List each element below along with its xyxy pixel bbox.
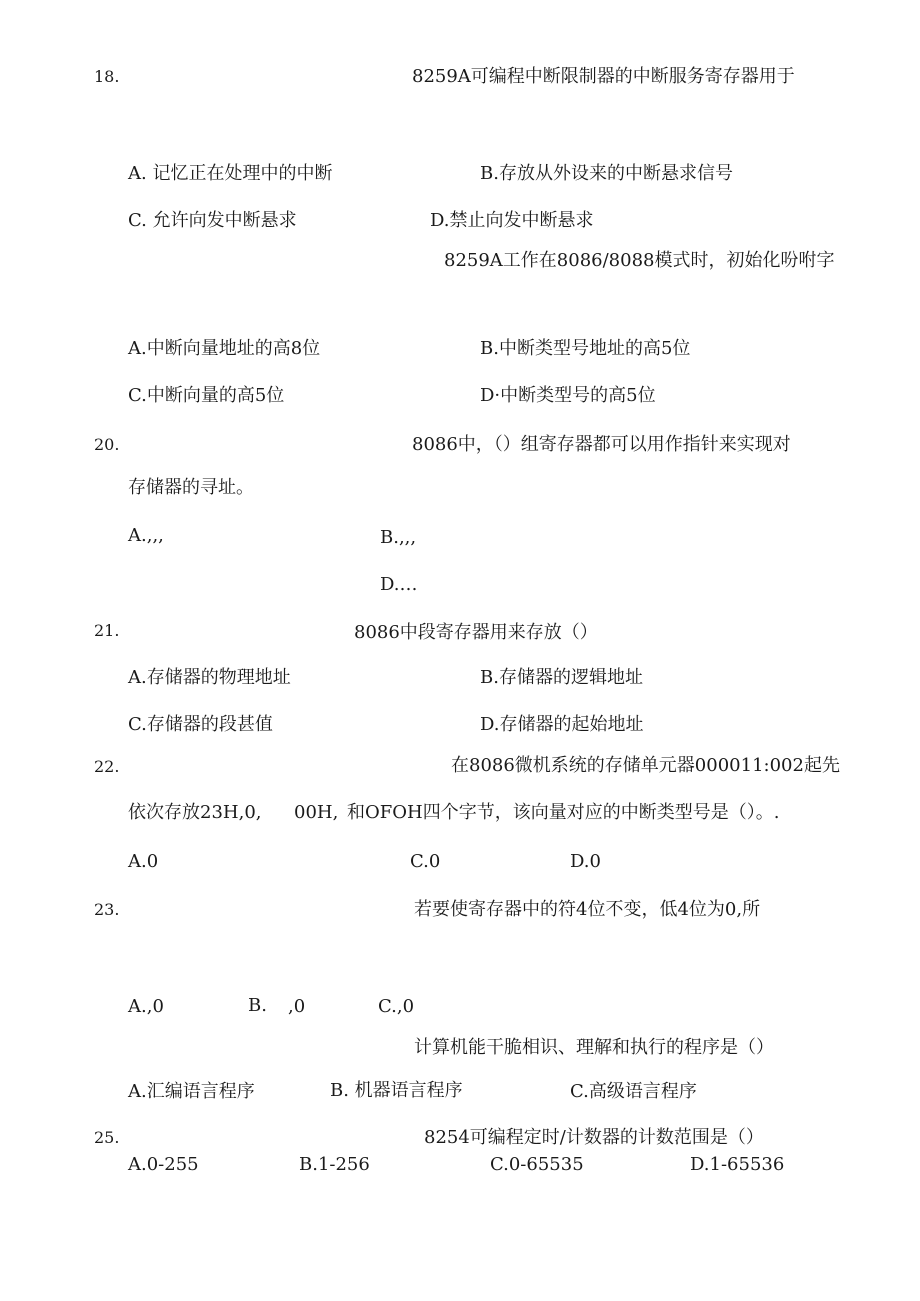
question-stem-continued: 和OFOH四个字节，该向量对应的中断类型号是（）。. xyxy=(347,802,780,823)
option-c: C.,0 xyxy=(378,996,415,1017)
question-number: 20. xyxy=(94,435,120,454)
option-a: A.,,, xyxy=(128,525,164,546)
option-c: C.高级语言程序 xyxy=(570,1081,697,1102)
question-stem: 8086中段寄存器用来存放（） xyxy=(354,622,598,643)
option-b-value: ,0 xyxy=(288,996,306,1017)
question-stem: 8254可编程定时/计数器的计数范围是（） xyxy=(424,1127,764,1148)
option-b: B.1-256 xyxy=(299,1154,370,1175)
option-a: A.,0 xyxy=(128,996,164,1017)
question-stem: 8259A可编程中断限制器的中断服务寄存器用于 xyxy=(412,66,795,87)
option-a: A.存储器的物理地址 xyxy=(128,667,291,688)
question-number: 23. xyxy=(94,900,120,919)
question-number: 25. xyxy=(94,1128,120,1147)
option-a: A. 记忆正在处理中的中断 xyxy=(128,163,333,184)
option-d: D.禁止向发中断悬求 xyxy=(430,210,594,231)
question-stem: 计算机能干脆相识、理解和执行的程序是（） xyxy=(414,1037,774,1058)
option-c: C.存储器的段甚值 xyxy=(128,714,273,735)
option-a: A.0-255 xyxy=(128,1154,199,1175)
option-c: C.0-65535 xyxy=(490,1154,584,1175)
option-d: D.0 xyxy=(570,851,601,872)
question-stem: 8086中，（）组寄存器都可以用作指针来实现对 xyxy=(412,434,791,455)
question-stem-continued: 依次存放23H,0, xyxy=(128,802,262,823)
option-d: D.存储器的起始地址 xyxy=(480,714,644,735)
option-a: A.中断向量地址的高8位 xyxy=(128,338,321,359)
option-b: B.存储器的逻辑地址 xyxy=(480,667,643,688)
question-stem: 8259A工作在8086/8088模式时，初始化吩咐字 xyxy=(444,250,835,271)
option-b: B.中断类型号地址的高5位 xyxy=(480,338,691,359)
question-stem: 在8086微机系统的存储单元器000011:002起先 xyxy=(451,755,840,776)
option-c: C. 允许向发中断悬求 xyxy=(128,210,297,231)
option-b: B. 机器语言程序 xyxy=(330,1080,463,1101)
option-d: D·中断类型号的高5位 xyxy=(480,385,656,406)
option-d: D.… xyxy=(380,574,418,595)
option-b: B. xyxy=(248,995,267,1016)
option-c: C.中断向量的高5位 xyxy=(128,385,285,406)
question-number: 18. xyxy=(94,67,120,86)
question-number: 21. xyxy=(94,621,120,640)
question-stem: 若要使寄存器中的符4位不变，低4位为0,所 xyxy=(414,899,761,920)
option-b: B.,,, xyxy=(380,527,417,548)
option-a: A.0 xyxy=(128,851,159,872)
option-b: B.存放从外设来的中断悬求信号 xyxy=(480,163,733,184)
question-stem-continued: 00H, xyxy=(294,802,339,823)
option-d: D.1-65536 xyxy=(690,1154,785,1175)
option-a: A.汇编语言程序 xyxy=(128,1081,255,1102)
option-c: C.0 xyxy=(410,851,441,872)
question-stem-continued: 存储器的寻址。 xyxy=(128,477,254,498)
question-number: 22. xyxy=(94,757,120,776)
